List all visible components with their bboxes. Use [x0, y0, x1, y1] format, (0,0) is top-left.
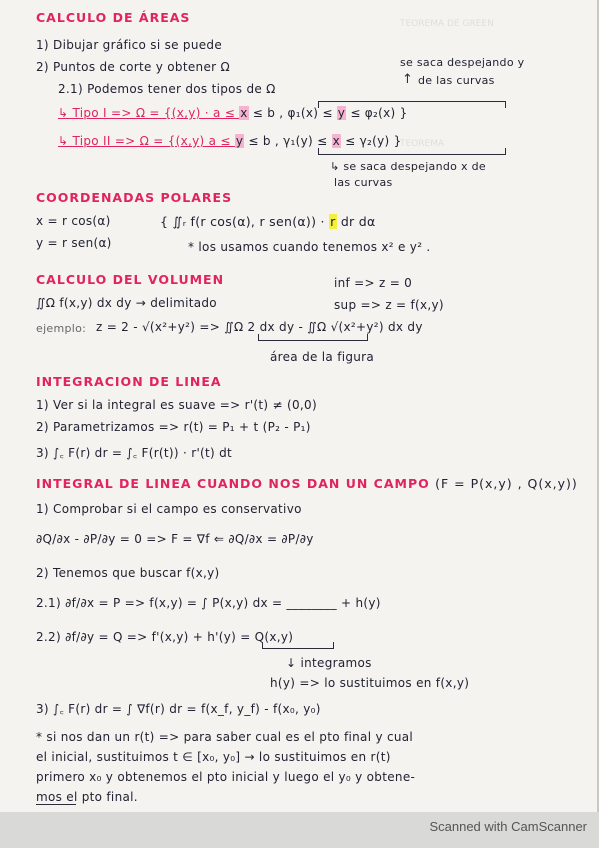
ghost-heading-2: TEOREMA — [400, 139, 445, 149]
campo-h-substitution: h(y) => lo sustituimos en f(x,y) — [270, 676, 470, 690]
polar-integral-b: dr dα — [336, 214, 376, 229]
tipo-2-x-highlight: x — [332, 134, 340, 148]
arrow-up-icon: ↑ — [402, 72, 413, 87]
linea-step-3: 3) ∫꜀ F(r) dr = ∫꜀ F(r(t)) · r'(t) dt — [36, 446, 233, 460]
linea-step-1: 1) Ver si la integral es suave => r'(t) ≠ (0,0) — [36, 398, 317, 412]
polar-note: * los usamos cuando tenemos x² e y² . — [188, 240, 431, 254]
volume-inf: inf => z = 0 — [334, 276, 413, 290]
campo-integramos: ↓ integramos — [286, 656, 372, 670]
campo-title-tail: (F = P(x,y) , Q(x,y)) — [435, 476, 578, 491]
scanner-watermark: Scanned with CamScanner — [429, 819, 587, 834]
volume-area-note: área de la figura — [270, 350, 375, 364]
polar-y: y = r sen(α) — [36, 236, 112, 250]
tipo-2-y-highlight: y — [235, 134, 244, 148]
tipo-1-x-highlight: x — [240, 106, 248, 120]
polar-jacobian-highlight: r — [330, 214, 336, 229]
volume-example: z = 2 - √(x²+y²) => ∬Ω 2 dx dy - ∬Ω √(x²+y²) dx dy — [96, 320, 423, 334]
tipo-1-row — [58, 106, 408, 120]
campo-note-3: primero x₀ y obtenemos el pto inicial y luego el y₀ y obtene- — [36, 770, 416, 784]
areas-step-2-1: 2.1) Podemos tener dos tipos de Ω — [58, 82, 276, 96]
polar-integral-a: { ∬ᵣ f(r cos(α), r sen(α)) · — [160, 214, 330, 229]
polar-integral — [160, 214, 376, 229]
areas-note-top: se saca despejando y — [400, 56, 525, 69]
brace-area — [258, 334, 368, 341]
campo-note-4: mos el pto final. — [36, 790, 138, 804]
tipo-2-def: ↳ Tipo II => Ω = {(x,y) a ≤ — [58, 134, 235, 148]
example-label: ejemplo: — [36, 322, 87, 335]
campo-note-2: el inicial, sustituimos t ∈ [x₀, y₀] → lo sustituimos en r(t) — [36, 750, 391, 764]
tipo-2-def-b: ≤ b , γ₁(y) ≤ — [244, 134, 332, 148]
volume-sup: sup => z = f(x,y) — [334, 298, 444, 312]
campo-eq-2-1: 2.1) ∂f/∂x = P => f(x,y) = ∫ P(x,y) dx = ________ + h(y) — [36, 596, 381, 610]
areas-note-bottom: ↳ se saca despejando x de — [330, 160, 486, 173]
brace-under-gamma — [318, 148, 506, 155]
campo-title: INTEGRAL DE LINEA CUANDO NOS DAN UN CAMPO — [36, 476, 430, 491]
section-title-polares: COORDENADAS POLARES — [36, 190, 233, 205]
areas-step-1: 1) Dibujar gráfico si se puede — [36, 38, 223, 52]
tipo-1-def-b: ≤ b , φ₁(x) ≤ — [248, 106, 337, 120]
tipo-2-def-c: ≤ γ₂(y) } — [341, 134, 402, 148]
campo-step-2: 2) Tenemos que buscar f(x,y) — [36, 566, 220, 580]
ghost-heading: TEOREMA DE GREEN — [400, 19, 494, 29]
linea-step-2: 2) Parametrizamos => r(t) = P₁ + t (P₂ - P₁) — [36, 420, 311, 434]
polar-x: x = r cos(α) — [36, 214, 111, 228]
campo-eq-1: ∂Q/∂x - ∂P/∂y = 0 => F = ∇f ⇐ ∂Q/∂x = ∂P/∂y — [36, 532, 314, 546]
tipo-1-def-c: ≤ φ₂(x) } — [346, 106, 408, 120]
underline-mos — [36, 804, 76, 805]
tipo-1-def: ↳ Tipo I => Ω = {(x,y) · a ≤ — [58, 106, 240, 120]
areas-note-bottom-2: las curvas — [334, 176, 393, 189]
tipo-1-y-highlight: y — [337, 106, 346, 120]
section-title-volumen: CALCULO DEL VOLUMEN — [36, 272, 225, 287]
tipo-2-row — [58, 134, 402, 148]
campo-eq-3: 3) ∫꜀ F(r) dr = ∫ ∇f(r) dr = f(x_f, y_f) - f(x₀, y₀) — [36, 702, 321, 716]
section-title-linea: INTEGRACION DE LINEA — [36, 374, 222, 389]
campo-step-1: 1) Comprobar si el campo es conservativo — [36, 502, 302, 516]
bleed-through-text — [400, 0, 599, 812]
brace-over-phi — [318, 101, 506, 108]
section-title-areas: CALCULO DE ÁREAS — [36, 10, 191, 25]
volume-integral: ∬Ω f(x,y) dx dy → delimitado — [36, 296, 217, 310]
areas-step-2: 2) Puntos de corte y obtener Ω — [36, 60, 230, 74]
brace-h-prime — [262, 642, 334, 649]
campo-note-1: * si nos dan un r(t) => para saber cual es el pto final y cual — [36, 730, 414, 744]
campo-eq-2-2: 2.2) ∂f/∂y = Q => f'(x,y) + h'(y) = Q(x,y) — [36, 630, 294, 644]
section-title-campo — [36, 476, 578, 491]
areas-note-top-2: de las curvas — [418, 74, 495, 87]
